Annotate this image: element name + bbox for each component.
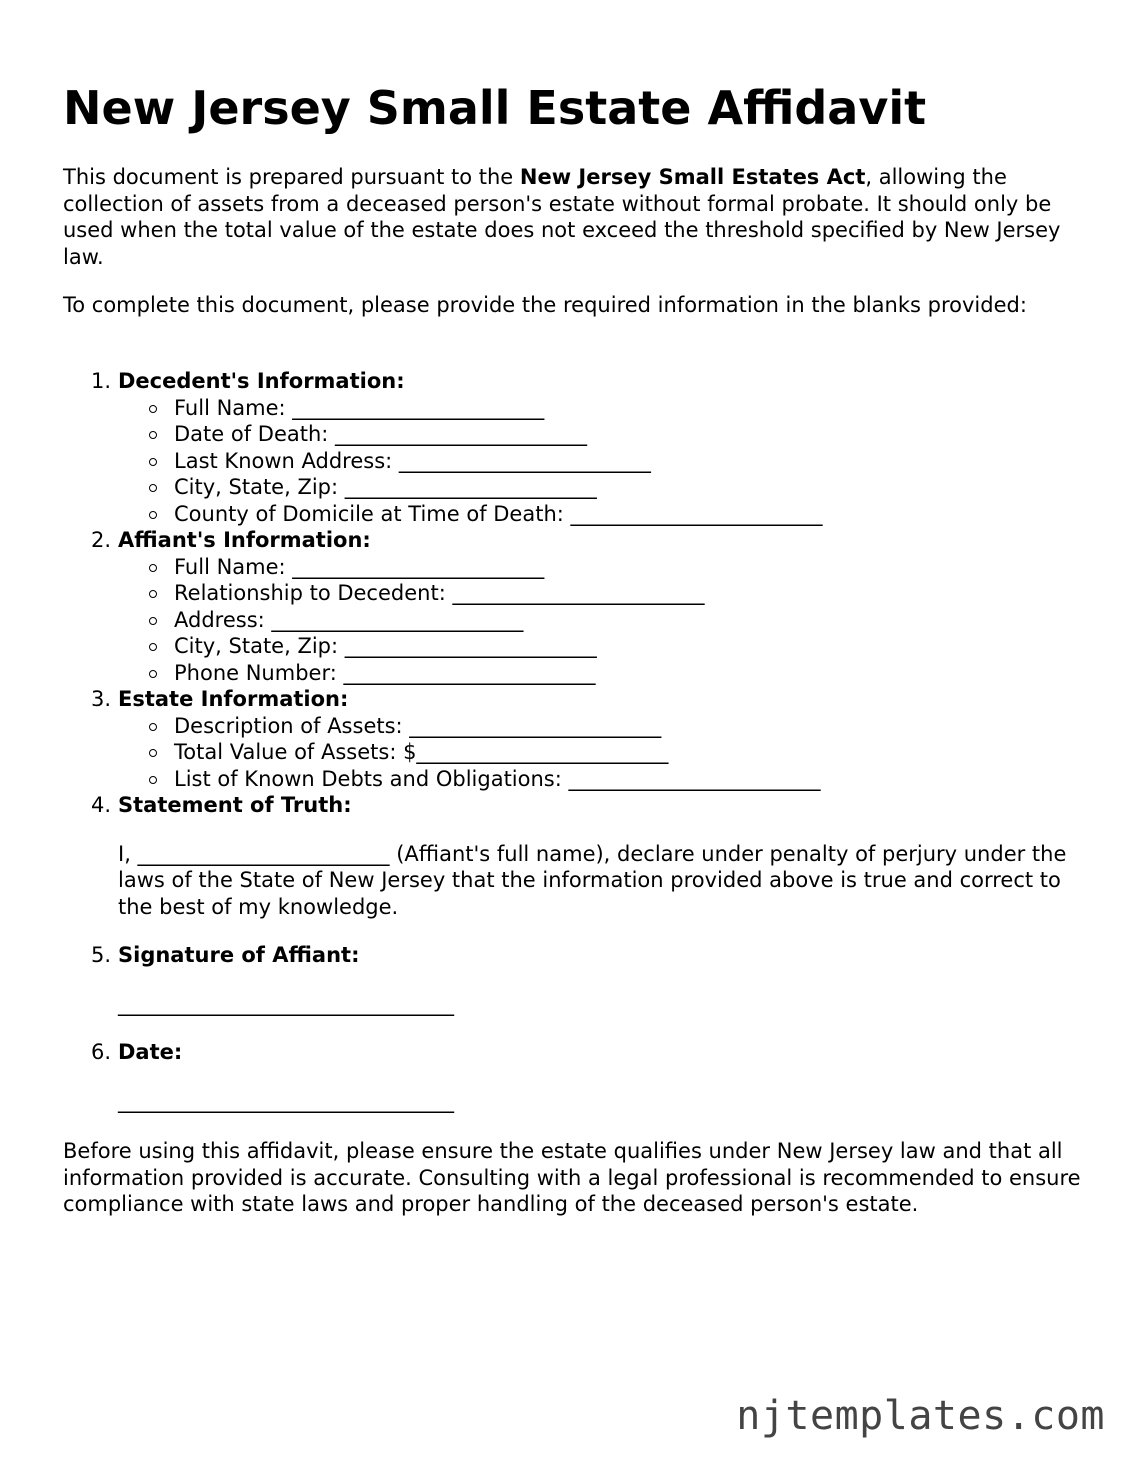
field-affiant-city-state-zip[interactable]: City, State, Zip: ________________________ bbox=[118, 633, 1083, 660]
section-signature bbox=[91, 942, 1083, 1039]
section-title: Affiant's Information: bbox=[118, 528, 371, 552]
field-known-debts[interactable]: List of Known Debts and Obligations: ________________________ bbox=[118, 766, 1083, 793]
section-number: 2. bbox=[91, 528, 112, 552]
section-number: 6. bbox=[91, 1040, 112, 1064]
field-decedent-full-name[interactable]: Full Name: ________________________ bbox=[118, 395, 1083, 422]
intro-text-before: This document is prepared pursuant to the bbox=[63, 165, 520, 189]
signature-line[interactable]: ________________________________ bbox=[118, 991, 454, 1016]
section-title: Date: bbox=[118, 1040, 183, 1064]
section-title: Estate Information: bbox=[118, 687, 349, 711]
field-decedent-city-state-zip[interactable]: City, State, Zip: ________________________ bbox=[118, 474, 1083, 501]
section-title: Decedent's Information: bbox=[118, 369, 405, 393]
section-date bbox=[91, 1039, 1083, 1114]
field-list bbox=[118, 713, 1083, 793]
field-last-known-address[interactable]: Last Known Address: ________________________ bbox=[118, 448, 1083, 475]
section-title: Signature of Affiant: bbox=[118, 943, 360, 967]
section-estate-information bbox=[91, 686, 1083, 792]
statement-of-truth-text[interactable]: I, ________________________ (Affiant's full name), declare under penalty of perjury under the laws of the State of New Jersey that the information provided above is true and correct to the best of my knowledge. bbox=[118, 841, 1067, 919]
watermark: njtemplates.com bbox=[736, 1393, 1105, 1439]
field-list bbox=[118, 554, 1083, 687]
section-affiant-information bbox=[91, 527, 1083, 686]
field-total-value-of-assets[interactable]: Total Value of Assets: $________________________ bbox=[118, 739, 1083, 766]
closing-paragraph: Before using this affidavit, please ensure the estate qualifies under New Jersey law and that all information provided is accurate. Consulting with a legal professional is recommended to ensure compliance with state laws and proper handling of the deceased person's estate. bbox=[63, 1139, 1081, 1216]
field-date-of-death[interactable]: Date of Death: ________________________ bbox=[118, 421, 1083, 448]
field-affiant-full-name[interactable]: Full Name: ________________________ bbox=[118, 554, 1083, 581]
field-phone-number[interactable]: Phone Number: ________________________ bbox=[118, 660, 1083, 687]
field-description-of-assets[interactable]: Description of Assets: ________________________ bbox=[118, 713, 1083, 740]
form-sections bbox=[91, 368, 1083, 1114]
intro-text-after: , allowing the collection of assets from a deceased person's estate without formal probate. It should only be used when the total value of the estate does not exceed the threshold specified by New Jersey law. bbox=[63, 165, 1061, 269]
field-relationship-to-decedent[interactable]: Relationship to Decedent: ________________________ bbox=[118, 580, 1083, 607]
intro-act-name: New Jersey Small Estates Act bbox=[519, 165, 866, 189]
section-number: 1. bbox=[91, 369, 112, 393]
field-list bbox=[118, 395, 1083, 528]
instructions-paragraph: To complete this document, please provide the required information in the blanks provided: bbox=[63, 293, 1027, 317]
section-number: 3. bbox=[91, 687, 112, 711]
section-title: Statement of Truth: bbox=[118, 793, 352, 817]
field-county-of-domicile[interactable]: County of Domicile at Time of Death: ________________________ bbox=[118, 501, 1083, 528]
date-line[interactable]: ________________________________ bbox=[118, 1088, 454, 1113]
section-number: 5. bbox=[91, 943, 112, 967]
intro-paragraph bbox=[63, 164, 1083, 270]
document-title: New Jersey Small Estate Affidavit bbox=[63, 81, 927, 135]
section-decedent-information bbox=[91, 368, 1083, 527]
field-affiant-address[interactable]: Address: ________________________ bbox=[118, 607, 1083, 634]
section-statement-of-truth bbox=[91, 792, 1083, 942]
section-number: 4. bbox=[91, 793, 112, 817]
